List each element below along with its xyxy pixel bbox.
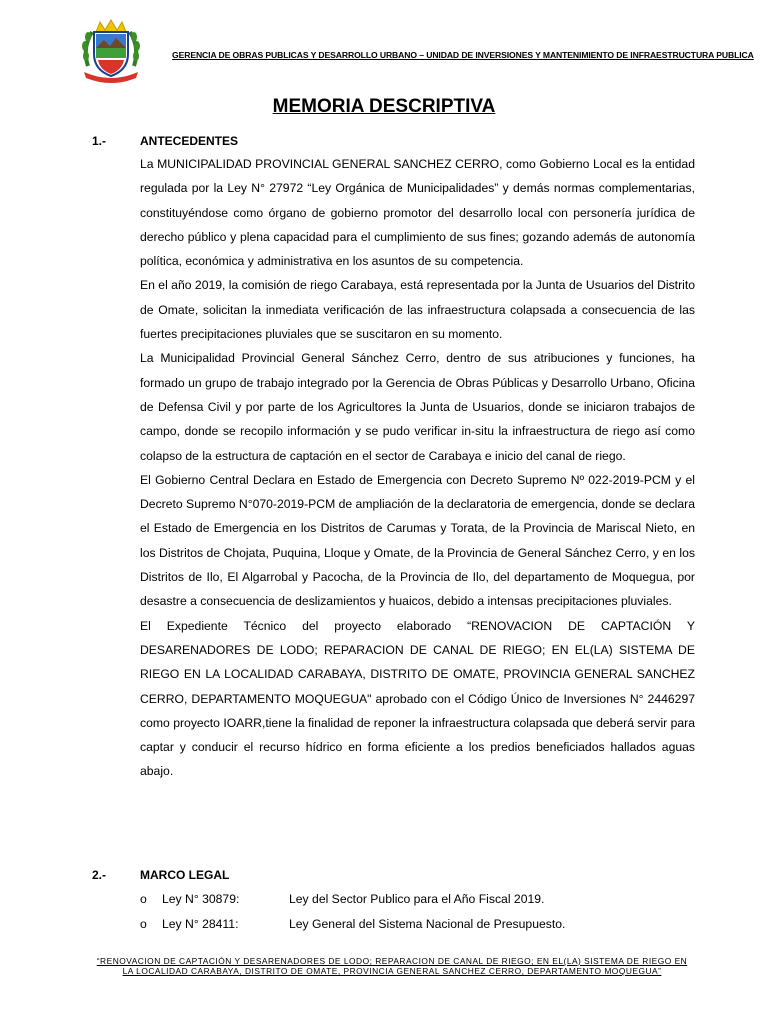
paragraph: La Municipalidad Provincial General Sánchez Cerro, dentro de sus atribuciones y funciones, ha formado un grupo de trabajo integrado por la Gerencia de Obras Públicas y Desarrollo Urbano, Oficina de Defensa Civil y por parte de los Agricultores la Junta de Usuarios, donde se iniciaron trabajos de campo, donde se recopilo información y se pudo verificar in-situ la infraestructura de riego así como colapso de la estructura de captación en el sector de Carabaya e inicio del canal de riego. — [140, 351, 695, 463]
header-organization-text: GERENCIA DE OBRAS PUBLICAS Y DESARROLLO URBANO – UNIDAD DE INVERSIONES Y MANTENIMIENTO DE INFRAESTRUCTURA PUBLICA — [172, 50, 754, 60]
list-item — [140, 889, 695, 914]
law-number: Ley N° 30879: — [162, 892, 240, 906]
paragraph: El Gobierno Central Declara en Estado de Emergencia con Decreto Supremo Nº 022-2019-PCM y el Decreto Supremo N°070-2019-PCM de ampliación de la declaratoria de emergencia, donde se declara el Estado de Emergencia en los Distritos de Carumas y Torata, de la Provincia de Mariscal Nieto, en los Distritos de Chojata, Puquina, Lloque y Omate, de la Provincia de General Sánchez Cerro, y en los Distritos de Ilo, El Algarrobal y Pacocha, de la Provincia de Ilo, del departamento de Moquegua, por desastre a consecuencia de deslizamientos y huaicos, debido a intensas precipitaciones pluviales. — [140, 472, 695, 609]
page-footer — [92, 956, 692, 976]
paragraph: El Expediente Técnico del proyecto elaborado “RENOVACION DE CAPTACIÓN Y DESARENADORES DE LODO; REPARACION DE CANAL DE RIEGO; EN EL(LA) SISTEMA DE RIEGO EN LA LOCALIDAD CARABAYA, DISTRITO DE OMATE, PROVINCIA GENERAL SANCHEZ CERRO, DEPARTAMENTO MOQUEGUA" aprobado con el Código Único de Inversiones N° 2446297 como proyecto IOARR,tiene la finalidad de reponer la infraestructura colapsada que deberá servir para captar y conducir el recurso hídrico en forma eficiente a los predios beneficiados hallados aguas abajo. — [140, 618, 695, 779]
section-number: 1.- — [92, 134, 107, 148]
footer-line: LA LOCALIDAD CARABAYA, DISTRITO DE OMATE, PROVINCIA GENERAL SANCHEZ CERRO, DEPARTAMENTO MOQUEGUA” — [122, 966, 662, 976]
section-heading-marco-legal — [92, 868, 229, 882]
section-title: ANTECEDENTES — [140, 134, 239, 148]
municipal-crest-logo — [78, 18, 144, 84]
document-title: MEMORIA DESCRIPTIVA — [272, 96, 496, 117]
legal-framework-list — [140, 889, 695, 939]
bullet-icon: o — [140, 892, 147, 906]
paragraph: En el año 2019, la comisión de riego Carabaya, está representada por la Junta de Usuarios del Distrito de Omate, solicitan la inmediata verificación de las infraestructura colapsada a consecuencia de las fuertes precipitaciones pluviales que se suscitaron en su momento. — [140, 278, 695, 342]
footer-line: “RENOVACION DE CAPTACIÓN Y DESARENADORES DE LODO; REPARACION DE CANAL DE RIEGO; EN EL(LA) SISTEMA DE RIEGO EN — [96, 956, 688, 966]
section-heading-antecedentes — [92, 134, 238, 148]
section-number: 2.- — [92, 868, 107, 882]
section-body-antecedentes — [140, 152, 695, 784]
law-number: Ley N° 28411: — [162, 917, 239, 931]
law-description: Ley del Sector Publico para el Año Fiscal 2019. — [289, 892, 545, 906]
list-item — [140, 914, 695, 939]
page-header — [0, 0, 768, 80]
bullet-icon: o — [140, 917, 147, 931]
section-title: MARCO LEGAL — [140, 868, 230, 882]
paragraph: La MUNICIPALIDAD PROVINCIAL GENERAL SANCHEZ CERRO, como Gobierno Local es la entidad regulada por la Ley N° 27972 “Ley Orgánica de Municipalidades” y demás normas complementarias, constituyéndose como órgano de gobierno promotor del desarrollo local con personería jurídica de derecho público y plena capacidad para el cumplimiento de sus fines; gozando además de autonomía política, económica y administrativa en los asuntos de su competencia. — [140, 157, 695, 269]
law-description: Ley General del Sistema Nacional de Presupuesto. — [289, 917, 566, 931]
